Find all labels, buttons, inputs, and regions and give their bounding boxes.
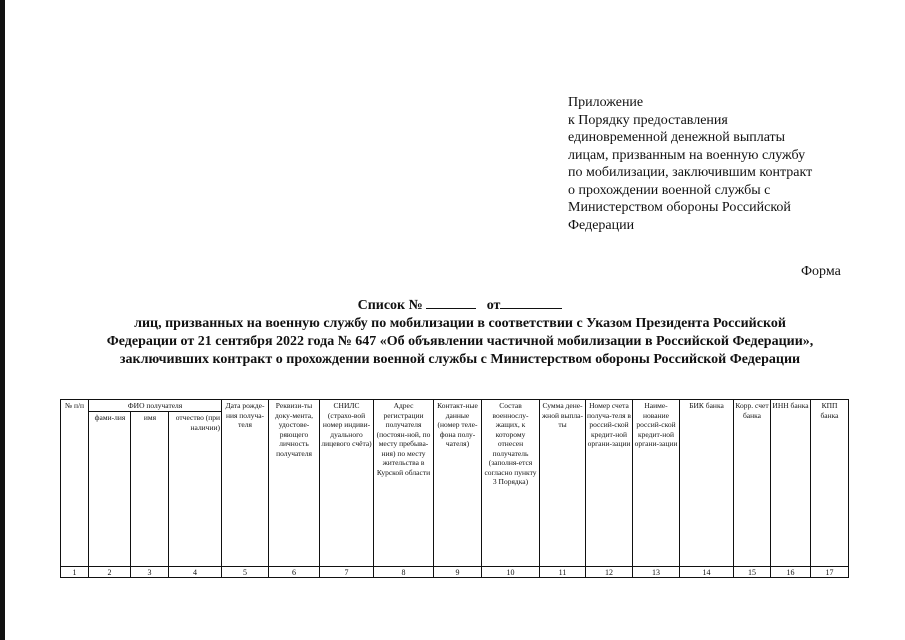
table-col-line bbox=[88, 399, 89, 578]
title-line: заключивших контракт о прохождении военной службы с Министерством обороны Российской Федерации bbox=[119, 352, 801, 367]
col-header-surname: фами-лия bbox=[94, 413, 126, 422]
col-number: 12 bbox=[605, 568, 613, 577]
table-col-line bbox=[679, 399, 680, 578]
title-line-list bbox=[40, 296, 880, 315]
col-number: 2 bbox=[107, 568, 112, 577]
col-header-contacts: Контакт-ные данные (номер теле-фона полу-чателя) bbox=[437, 401, 478, 448]
table-border-bottom bbox=[60, 577, 849, 578]
document-title bbox=[40, 296, 880, 369]
table-col-line bbox=[810, 399, 811, 578]
appendix-line: лицам, призванным на военную службу bbox=[568, 147, 806, 163]
appendix-line: о прохождении военной службы с bbox=[568, 182, 771, 198]
appendix-line: единовременной денежной выплаты bbox=[568, 130, 786, 145]
col-number: 4 bbox=[193, 568, 197, 577]
col-number: 15 bbox=[748, 568, 756, 577]
table-col-line bbox=[585, 399, 586, 578]
table-col-line bbox=[319, 399, 320, 578]
table-col-line bbox=[373, 399, 374, 578]
col-header-payment-amount: Сумма дене-жной выпла-ты bbox=[542, 401, 583, 429]
col-header-bik: БИК банка bbox=[689, 401, 724, 410]
col-number: 6 bbox=[292, 568, 296, 577]
table-col-line bbox=[130, 411, 131, 578]
col-number: 1 bbox=[72, 568, 77, 577]
list-number-blank bbox=[426, 296, 476, 309]
col-header-service-category: Состав военнослу-жащих, к которому отнесен получатель (заполня-ется согласно пункту 3 Порядка) bbox=[484, 401, 537, 486]
col-header-number: № п/п bbox=[64, 401, 85, 410]
col-header-bank-name: Наиме-нование россий-ской кредит-ной органи-зации bbox=[634, 401, 678, 448]
col-header-inn: ИНН банка bbox=[772, 401, 809, 410]
col-number: 14 bbox=[702, 568, 711, 577]
table-col-line bbox=[733, 399, 734, 578]
table-col-line bbox=[168, 411, 169, 578]
col-header-kpp: КПП банка bbox=[820, 401, 839, 420]
col-number: 8 bbox=[401, 568, 406, 577]
appendix-block bbox=[568, 94, 888, 234]
col-number: 7 bbox=[344, 568, 349, 577]
table-col-line bbox=[433, 399, 434, 578]
table-col-line bbox=[268, 399, 269, 578]
table-col-line bbox=[221, 399, 222, 578]
col-number: 9 bbox=[455, 568, 460, 577]
col-header-corr-account: Корр. счет банка bbox=[735, 401, 769, 420]
col-number: 3 bbox=[147, 568, 152, 577]
col-number: 17 bbox=[825, 568, 834, 577]
table-col-line bbox=[60, 399, 61, 578]
table-col-line bbox=[632, 399, 633, 578]
form-label: Форма bbox=[801, 264, 841, 279]
title-line: лиц, призванных на военную службу по мобилизации в соответствии с Указом Президента Российской bbox=[134, 316, 786, 331]
col-header-name: имя bbox=[143, 413, 157, 422]
col-number: 11 bbox=[558, 568, 567, 577]
col-number: 10 bbox=[506, 568, 515, 577]
table-row-divider bbox=[60, 566, 849, 567]
col-header-account-number: Номер счета получа-теля в россий-ской кредит-ной органи-зации bbox=[587, 401, 631, 448]
list-date-label: от bbox=[486, 298, 501, 313]
appendix-line: Приложение bbox=[568, 95, 644, 110]
col-number: 5 bbox=[243, 568, 247, 577]
table-col-line bbox=[539, 399, 540, 578]
col-number: 16 bbox=[786, 568, 795, 577]
col-header-snils: СНИЛС (страхо-вой номер индиви-дуального лицевого счёта) bbox=[321, 401, 372, 448]
list-date-blank bbox=[500, 296, 562, 309]
table-col-line bbox=[770, 399, 771, 578]
col-number: 13 bbox=[652, 568, 660, 577]
col-header-patronymic: отчество (при наличии) bbox=[175, 413, 220, 432]
appendix-line: Министерством обороны Российской bbox=[568, 200, 791, 215]
appendix-line: по мобилизации, заключившим контракт bbox=[568, 165, 813, 180]
fio-group-header: ФИО получателя bbox=[127, 401, 183, 410]
list-number-label: Список № bbox=[357, 298, 423, 313]
fio-group-divider bbox=[88, 411, 221, 412]
col-header-id-document: Реквизи-ты доку-мента, удостове-ряющего личность получателя bbox=[274, 401, 313, 458]
table-border-top bbox=[60, 399, 849, 400]
title-line: Федерации от 21 сентября 2022 года № 647 «Об объявлении частичной мобилизации в Российской Федерации», bbox=[106, 334, 814, 349]
page-edge bbox=[0, 0, 5, 640]
appendix-line: Федерации bbox=[568, 217, 635, 233]
table-col-line bbox=[481, 399, 482, 578]
col-header-birthdate: Дата рожде-ния получа-теля bbox=[225, 401, 265, 429]
appendix-line: к Порядку предоставления bbox=[568, 112, 728, 128]
col-header-address: Адрес регистрации получателя (постоян-ной, по месту пребыва-ния) по месту жительства в Курской области bbox=[376, 401, 431, 477]
table-border-right bbox=[848, 399, 849, 578]
